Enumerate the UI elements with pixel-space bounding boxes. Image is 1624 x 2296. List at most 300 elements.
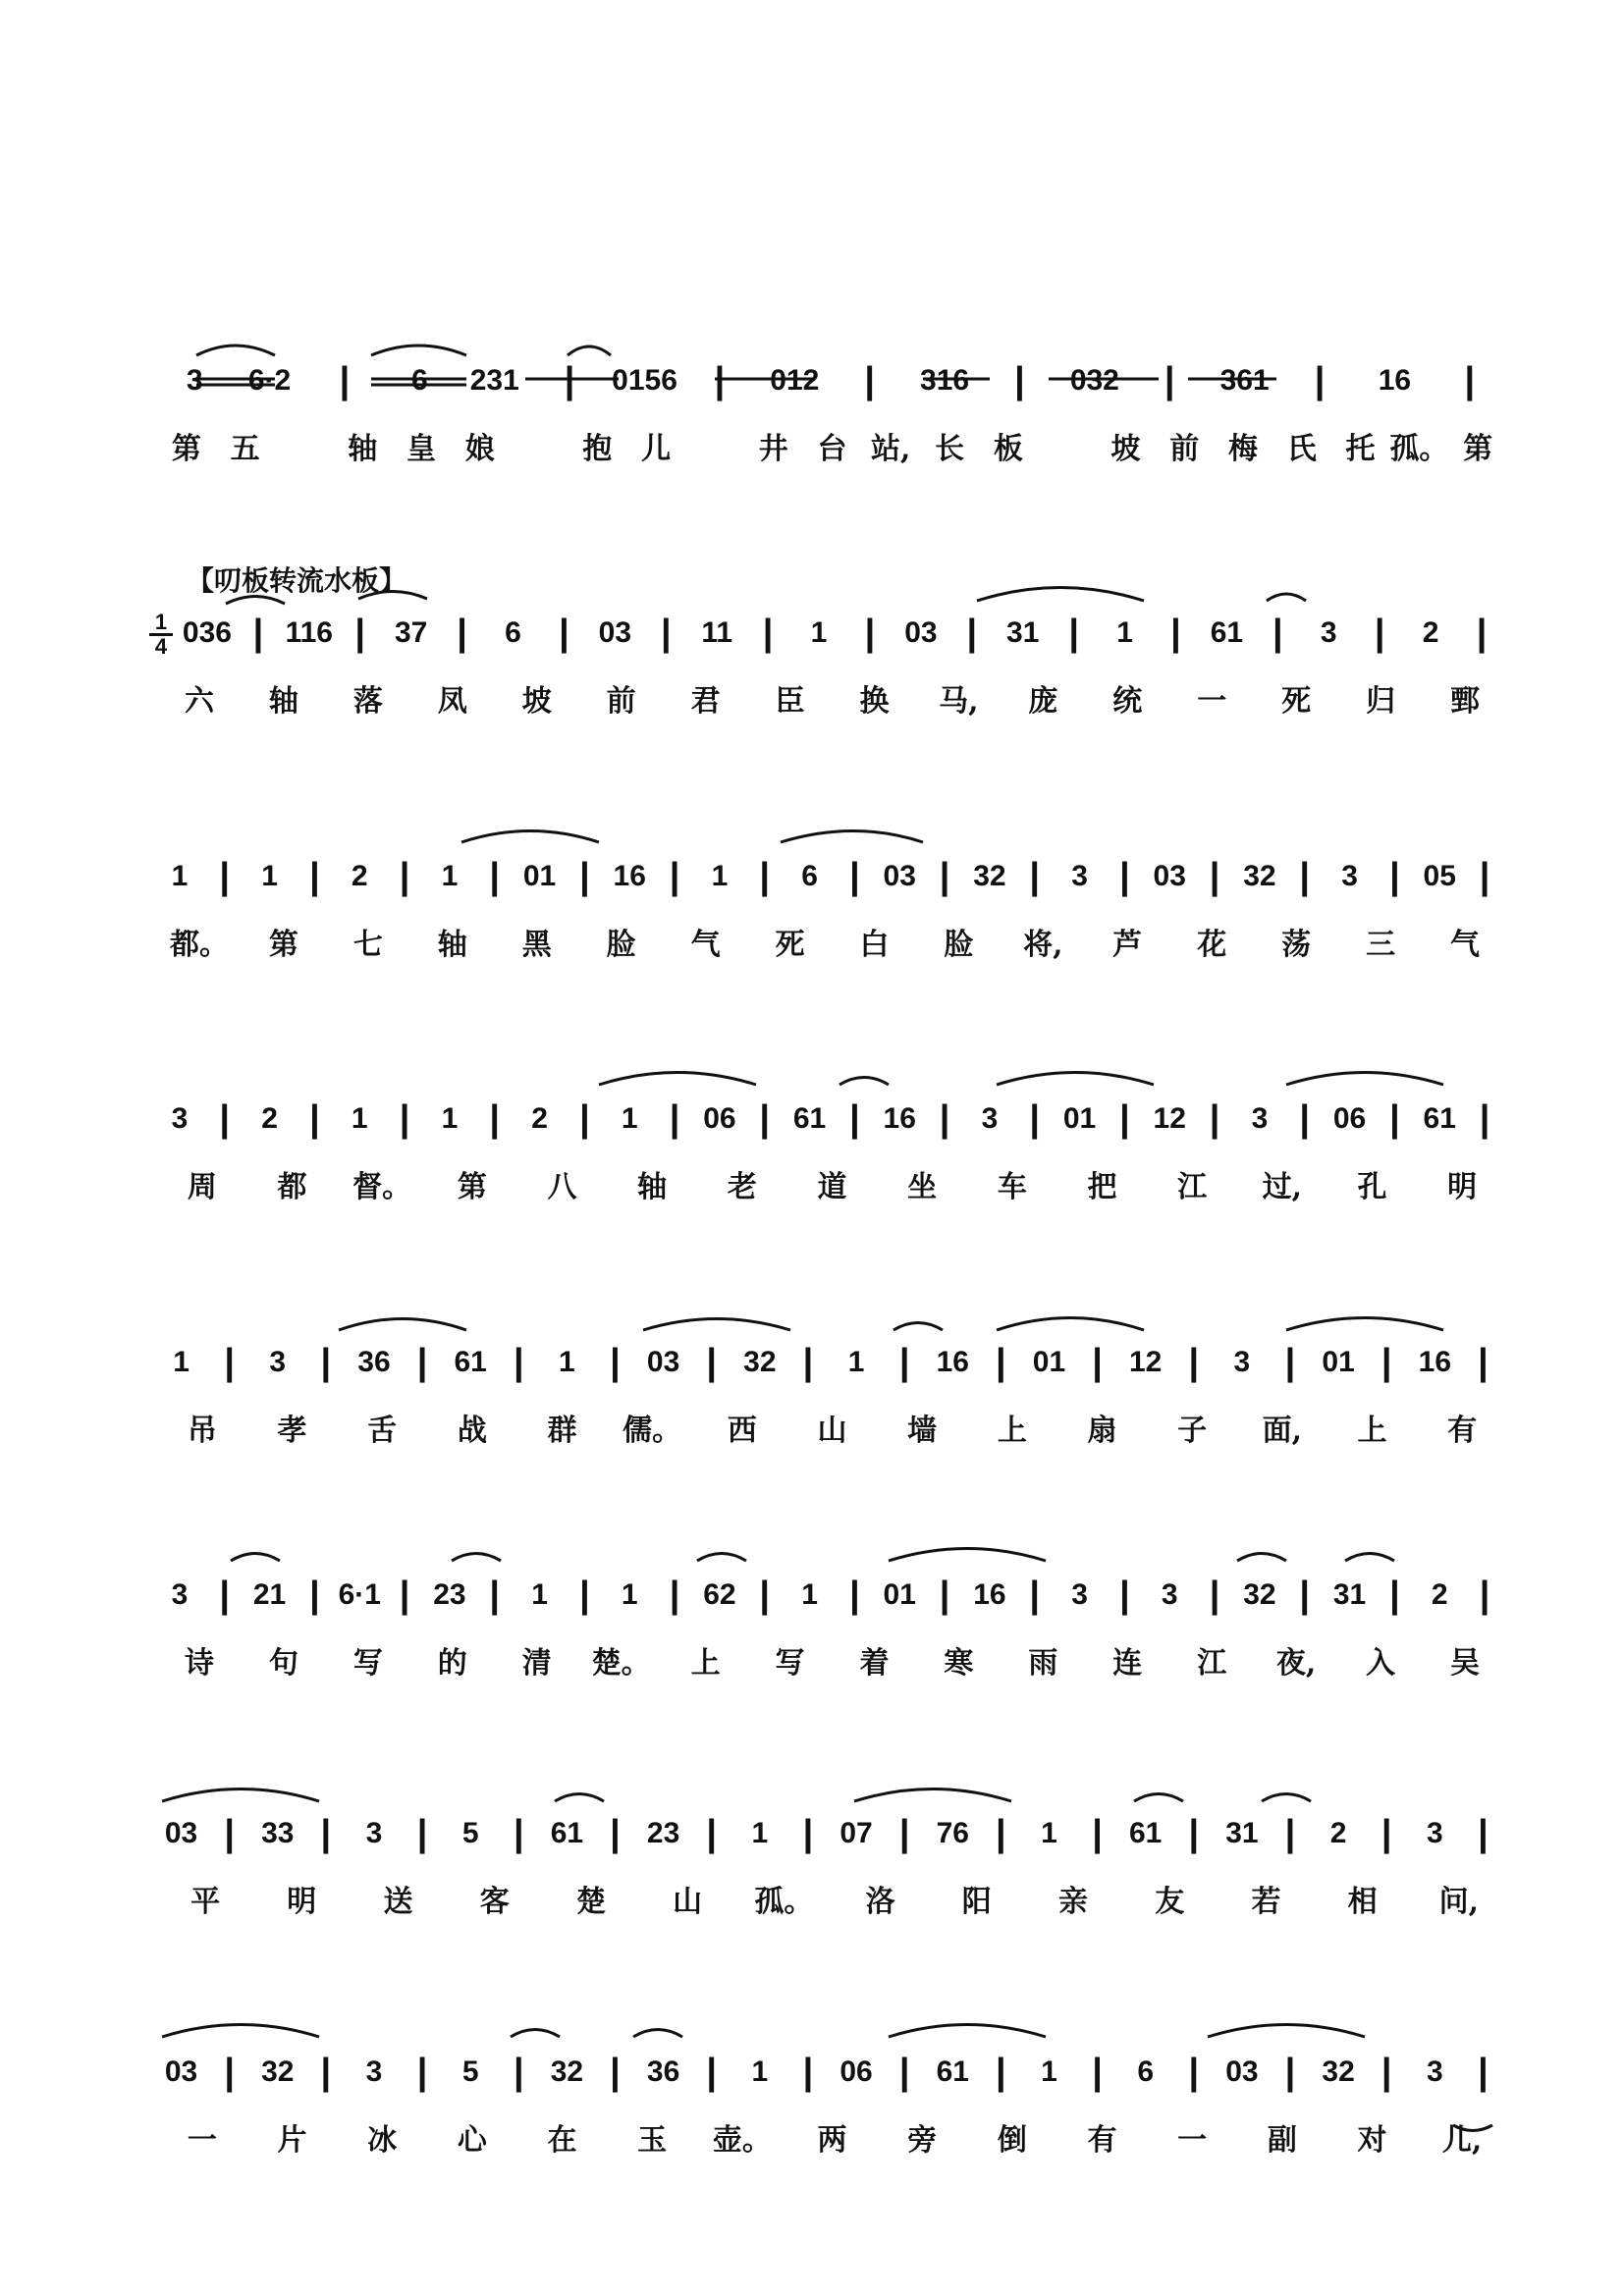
barline: |: [759, 1098, 771, 1140]
lyric-char: 娘: [464, 432, 495, 466]
note-group: 1: [810, 616, 828, 649]
note-group: 03: [1225, 2056, 1259, 2088]
barline: |: [489, 856, 501, 897]
note-group: 3: [1233, 1346, 1251, 1378]
barline: |: [1170, 613, 1181, 654]
note-group: 6: [801, 860, 818, 892]
lyric-char: 托: [1345, 432, 1376, 466]
barline: |: [224, 2052, 235, 2093]
barline: |: [1476, 613, 1488, 654]
lyric-char: 两: [817, 2123, 847, 2158]
barline: |: [1389, 1098, 1400, 1140]
barline: |: [1314, 360, 1326, 401]
barline: |: [1188, 2052, 1200, 2093]
lyric-char: 鄄: [1450, 684, 1481, 719]
lyric-char: 楚。: [591, 1646, 651, 1681]
note-group: 3: [1426, 2056, 1443, 2088]
lyric-char: 把: [1087, 1170, 1117, 1204]
note-group: 61: [550, 1817, 584, 1849]
lyric-char: 皇: [406, 432, 437, 466]
lyric-char: 气: [1450, 928, 1481, 962]
note-group: 11: [701, 616, 733, 649]
lyric-char: 老: [727, 1170, 757, 1204]
lyric-char: 脸: [944, 928, 974, 962]
note-group: 1: [621, 1578, 638, 1611]
note-group: 0156: [612, 364, 677, 397]
lyric-char: 第: [268, 928, 298, 962]
barline: |: [1284, 1342, 1296, 1383]
barline: |: [224, 1342, 235, 1383]
lyric-char: 楚: [575, 1885, 606, 1919]
barline: |: [849, 856, 860, 897]
note-group: 3: [171, 1102, 189, 1135]
barline: |: [669, 856, 680, 897]
lyric-char: 梅: [1227, 432, 1258, 466]
barline: |: [706, 1342, 718, 1383]
barline: |: [1478, 1342, 1489, 1383]
note-group: 3: [365, 1817, 383, 1849]
barline: |: [939, 1098, 950, 1140]
barline: |: [1389, 1575, 1400, 1616]
lyric-char: 道: [817, 1170, 847, 1204]
barline: |: [762, 613, 774, 654]
note-group: 16: [613, 860, 646, 892]
lyric-char: 子: [1177, 1414, 1208, 1448]
barline: |: [1374, 613, 1385, 654]
barline: |: [224, 1813, 235, 1854]
lyric-char: 归: [1366, 684, 1396, 719]
barline: |: [559, 613, 569, 654]
lyric-char: 舌: [367, 1414, 398, 1448]
barline: |: [1029, 1098, 1041, 1140]
barline: |: [610, 1342, 621, 1383]
lyric-char: 死: [775, 928, 805, 962]
note-group: 01: [1322, 1346, 1355, 1378]
lyric-char: 亲: [1058, 1885, 1089, 1919]
barline: |: [1479, 1575, 1490, 1616]
lyric-char: 统: [1112, 684, 1143, 719]
lyric-char: 一: [1197, 684, 1227, 719]
lyric-char: 前: [1169, 432, 1200, 466]
note-group: 1: [441, 1102, 459, 1135]
note-group: 3: [365, 2056, 383, 2088]
barline: |: [399, 1575, 410, 1616]
note-group: 2: [261, 1102, 278, 1135]
note-group: 3: [1161, 1578, 1178, 1611]
barline: |: [939, 856, 950, 897]
note-group: 16: [936, 1346, 969, 1378]
lyric-char: 相: [1347, 1885, 1378, 1919]
lyric-char: 寒: [944, 1646, 974, 1681]
note-group: 03: [1153, 860, 1186, 892]
note-group: 036: [182, 616, 232, 649]
lyric-char: 轴: [348, 432, 378, 466]
lyric-char: 坡: [1110, 432, 1141, 466]
lyric-char: 送: [383, 1885, 413, 1919]
time-numerator: 1: [149, 612, 173, 636]
lyric-char: 儒。: [623, 1414, 682, 1448]
barline: |: [513, 1342, 524, 1383]
lyric-char: 雨: [1028, 1646, 1058, 1681]
barline: |: [1284, 1813, 1296, 1854]
lyric-char: 倒: [997, 2123, 1027, 2158]
note-group: 32: [743, 1346, 777, 1378]
note-group: 3: [1071, 860, 1088, 892]
lyric-char: 气: [690, 928, 721, 962]
barline: |: [864, 613, 876, 654]
lyric-char: 站,: [871, 432, 911, 466]
note-group: 1: [441, 860, 459, 892]
note-group: 6·1: [338, 1578, 381, 1611]
barline: |: [939, 1575, 950, 1616]
lyric-char: 庞: [1028, 684, 1058, 719]
lyric-char: 六: [184, 684, 214, 719]
note-group: 31: [1225, 1817, 1259, 1849]
barline: |: [1188, 1813, 1200, 1854]
note-group: 12: [1129, 1346, 1163, 1378]
note-group: 76: [936, 1817, 969, 1849]
barline: |: [1299, 1575, 1311, 1616]
time-signature: [149, 612, 173, 658]
note-group: 1: [751, 1817, 769, 1849]
barline: |: [320, 1813, 332, 1854]
lyric-char: 坡: [521, 684, 552, 719]
barline: |: [898, 2052, 910, 2093]
barline: |: [996, 2052, 1006, 2093]
lyric-char: 问,: [1438, 1885, 1480, 1919]
lyric-char: 有: [1447, 1414, 1478, 1448]
lyric-char: 黑: [521, 928, 552, 962]
barline: |: [759, 1575, 771, 1616]
note-group: 3: [1341, 860, 1358, 892]
barline: |: [1380, 1813, 1392, 1854]
barline: |: [1479, 856, 1490, 897]
note-group: 3: [1071, 1578, 1088, 1611]
lyric-char: 过,: [1262, 1170, 1303, 1204]
barline: |: [489, 1098, 501, 1140]
note-group: 61: [1129, 1817, 1163, 1849]
barline: |: [1188, 1342, 1200, 1383]
lyric-char: 第: [171, 432, 201, 466]
barline: |: [1299, 1098, 1311, 1140]
note-group: 32: [973, 860, 1006, 892]
lyric-char: 八: [547, 1170, 577, 1204]
barline: |: [219, 1575, 231, 1616]
lyric-char: 副: [1267, 2123, 1297, 2158]
note-group: 2: [531, 1102, 548, 1135]
barline: |: [513, 1813, 524, 1854]
note-group: 01: [1062, 1102, 1097, 1135]
barline: |: [996, 1342, 1006, 1383]
note-group: 31: [1332, 1578, 1367, 1611]
lyric-char: 孤。: [754, 1885, 814, 1919]
lyric-char: 孤。: [1389, 432, 1449, 466]
note-group: 2: [1329, 1817, 1347, 1849]
lyric-char: 江: [1177, 1170, 1208, 1204]
barline: |: [1478, 2052, 1489, 2093]
barline: |: [1272, 613, 1283, 654]
lyric-char: 上: [1357, 1414, 1387, 1448]
lyric-char: 对: [1357, 2123, 1387, 2158]
barline: |: [1092, 1342, 1103, 1383]
barline: |: [1380, 1342, 1392, 1383]
note-group: 3: [186, 364, 203, 397]
lyric-char: 芦: [1112, 928, 1143, 962]
barline: |: [610, 2052, 621, 2093]
lyric-char: 轴: [437, 928, 467, 962]
lyric-char: 句: [268, 1646, 298, 1681]
note-group: 16: [883, 1102, 916, 1135]
lyric-char: 氏: [1286, 432, 1317, 466]
barline: |: [1389, 856, 1400, 897]
lyric-char: 七: [352, 928, 383, 962]
lyric-char: 吴: [1450, 1646, 1481, 1681]
lyric-char: 车: [997, 1170, 1027, 1204]
note-group: 61: [454, 1346, 487, 1378]
time-denominator: 4: [154, 634, 168, 659]
lyric-char: 山: [673, 1885, 703, 1919]
note-group: 316: [920, 364, 970, 397]
note-group: 32: [1243, 860, 1276, 892]
lyric-char: 坐: [907, 1170, 938, 1204]
note-group: 5: [461, 1817, 479, 1849]
barline: |: [354, 613, 366, 654]
barline: |: [1164, 360, 1175, 401]
note-group: 6: [1137, 2056, 1155, 2088]
barline: |: [219, 1098, 231, 1140]
note-group: 1: [1041, 1817, 1057, 1849]
lyric-char: 前: [606, 684, 636, 719]
note-group: 1: [351, 1102, 368, 1135]
note-group: 1: [171, 860, 189, 892]
lyric-char: 台: [817, 432, 847, 466]
note-group: 032: [1069, 364, 1119, 397]
lyric-char: 都: [277, 1170, 307, 1204]
note-group: 01: [883, 1578, 916, 1611]
barline: |: [1119, 1575, 1130, 1616]
barline: |: [898, 1813, 910, 1854]
lyric-char: 脸: [606, 928, 636, 962]
note-group: 6: [505, 616, 521, 649]
lyric-char: 玉: [637, 2123, 668, 2158]
barline: |: [706, 2052, 718, 2093]
lyric-char: 井: [758, 432, 788, 466]
lyric-char: 将,: [1023, 928, 1063, 962]
lyric-char: 换: [859, 684, 890, 719]
note-group: 33: [261, 1817, 295, 1849]
note-group: 61: [1210, 616, 1244, 649]
lyric-char: 写: [775, 1646, 805, 1681]
note-group: 62: [703, 1578, 736, 1611]
note-group: 1: [261, 860, 278, 892]
lyric-char: 上: [997, 1414, 1027, 1448]
note-group: 05: [1423, 860, 1456, 892]
barline: |: [1479, 1098, 1490, 1140]
lyric-char: 客: [479, 1885, 510, 1919]
lyric-char: 吊: [187, 1414, 217, 1448]
lyric-char: 马,: [939, 684, 979, 719]
note-group: 61: [936, 2056, 969, 2088]
note-group: 03: [598, 616, 632, 649]
lyric-char: 长: [935, 432, 965, 466]
note-group: 03: [904, 616, 938, 649]
note-group: 23: [646, 1817, 680, 1849]
barline: |: [1014, 360, 1025, 401]
lyric-char: 友: [1155, 1885, 1185, 1919]
note-group: 1: [801, 1578, 818, 1611]
barline: |: [1464, 360, 1476, 401]
lyric-char: 君: [690, 684, 721, 719]
note-group: 1: [559, 1346, 575, 1378]
barline: |: [1119, 1098, 1130, 1140]
lyric-char: 清: [521, 1646, 552, 1681]
lyric-char: 凤: [437, 684, 467, 719]
lyric-char: 西: [727, 1414, 757, 1448]
note-group: 1: [711, 860, 729, 892]
note-group: 32: [550, 2056, 584, 2088]
note-group: 3: [269, 1346, 287, 1378]
barline: |: [1299, 856, 1311, 897]
barline: |: [416, 2052, 428, 2093]
barline: |: [579, 856, 590, 897]
note-group: 61: [1423, 1102, 1456, 1135]
lyric-char: 轴: [637, 1170, 668, 1204]
note-group: 3: [1426, 1817, 1443, 1849]
lyric-char: 阳: [961, 1885, 992, 1919]
lyric-char: 洛: [865, 1885, 895, 1919]
note-group: 1: [1041, 2056, 1057, 2088]
lyric-char: 花: [1197, 928, 1227, 962]
lyric-char: 儿,: [1441, 2123, 1483, 2158]
lyric-char: 面,: [1262, 1414, 1303, 1448]
lyric-char: 第: [457, 1170, 487, 1204]
barline: |: [966, 613, 978, 654]
note-group: 31: [1006, 616, 1040, 649]
note-group: 06: [703, 1102, 736, 1135]
note-group: 16: [1418, 1346, 1452, 1378]
barline: |: [513, 2052, 524, 2093]
lyric-char: 片: [277, 2123, 307, 2158]
lyric-char: 连: [1112, 1646, 1143, 1681]
lyric-char: 落: [352, 684, 383, 719]
lyric-char: 夜,: [1275, 1646, 1317, 1681]
lyric-char: 板: [993, 432, 1023, 466]
lyric-char: 山: [817, 1414, 847, 1448]
barline: |: [1029, 856, 1041, 897]
lyric-char: 平: [190, 1885, 221, 1919]
note-group: 61: [792, 1102, 827, 1135]
barline: |: [309, 1098, 320, 1140]
note-group: 21: [252, 1578, 287, 1611]
note-group: 2: [351, 860, 368, 892]
note-group: 3: [171, 1578, 189, 1611]
lyric-char: 一: [1177, 2123, 1208, 2158]
note-group: 3: [981, 1102, 999, 1135]
lyric-char: 冰: [367, 2123, 398, 2158]
note-group: 3: [1320, 616, 1337, 649]
lyric-char: 写: [352, 1646, 383, 1681]
note-group: 07: [839, 1817, 873, 1849]
lyric-char: 心: [457, 2123, 487, 2158]
barline: |: [1284, 2052, 1296, 2093]
note-group: 16: [973, 1578, 1006, 1611]
note-group: 06: [839, 2056, 873, 2088]
barline: |: [669, 1575, 680, 1616]
lyric-char: 儿: [641, 432, 672, 466]
lyric-char: 白: [859, 928, 890, 962]
barline: |: [802, 1342, 814, 1383]
barline: |: [579, 1575, 590, 1616]
barline: |: [399, 1098, 410, 1140]
barline: |: [1029, 1575, 1041, 1616]
barline: |: [1092, 2052, 1103, 2093]
lyric-char: 着: [859, 1646, 890, 1681]
note-group: 03: [164, 2056, 198, 2088]
lyric-char: 周: [187, 1170, 217, 1204]
barline: |: [1209, 856, 1220, 897]
note-group: 116: [285, 616, 333, 649]
lyric-char: 孔: [1357, 1170, 1387, 1204]
note-group: 1: [1116, 616, 1133, 649]
barline: |: [669, 1098, 680, 1140]
lyric-char: 孝: [277, 1414, 307, 1448]
lyric-char: 扇: [1087, 1414, 1117, 1448]
note-group: 36: [646, 2056, 680, 2088]
lyric-char: 江: [1197, 1646, 1227, 1681]
barline: |: [1068, 613, 1079, 654]
note-group: 32: [1243, 1578, 1276, 1611]
note-group: 231: [469, 364, 519, 397]
note-group: 5: [461, 2056, 479, 2088]
lyric-char: 臣: [775, 684, 805, 719]
barline: |: [252, 613, 264, 654]
note-group: 03: [164, 1817, 198, 1849]
barline: |: [416, 1342, 428, 1383]
barline: |: [849, 1575, 860, 1616]
barline: |: [219, 856, 231, 897]
barline: |: [320, 1342, 332, 1383]
lyric-char: 墙: [907, 1414, 938, 1448]
barline: |: [339, 360, 351, 401]
lyric-char: 五: [230, 432, 260, 466]
barline: |: [457, 613, 467, 654]
lyric-char: 壶。: [712, 2123, 772, 2158]
lyric-char: 轴: [268, 684, 298, 719]
note-group: 03: [883, 860, 916, 892]
barline: |: [1380, 2052, 1392, 2093]
barline: |: [1209, 1098, 1220, 1140]
lyric-char: 旁: [907, 2123, 938, 2158]
note-group: 06: [1332, 1102, 1367, 1135]
lyric-char: 死: [1281, 684, 1312, 719]
note-group: 1: [531, 1578, 548, 1611]
barline: |: [802, 2052, 814, 2093]
lyric-char: 都。: [169, 928, 229, 962]
note-group: 01: [522, 860, 557, 892]
lyric-char: 在: [547, 2123, 577, 2158]
lyric-char: 诗: [184, 1646, 214, 1681]
barline: |: [714, 360, 726, 401]
note-group: 32: [1322, 2056, 1355, 2088]
barline: |: [864, 360, 875, 401]
note-group: 32: [261, 2056, 295, 2088]
barline: |: [706, 1813, 718, 1854]
barline: |: [579, 1098, 590, 1140]
lyric-char: 上: [690, 1646, 721, 1681]
barline: |: [898, 1342, 910, 1383]
barline: |: [660, 613, 672, 654]
lyric-char: 战: [457, 1414, 487, 1448]
